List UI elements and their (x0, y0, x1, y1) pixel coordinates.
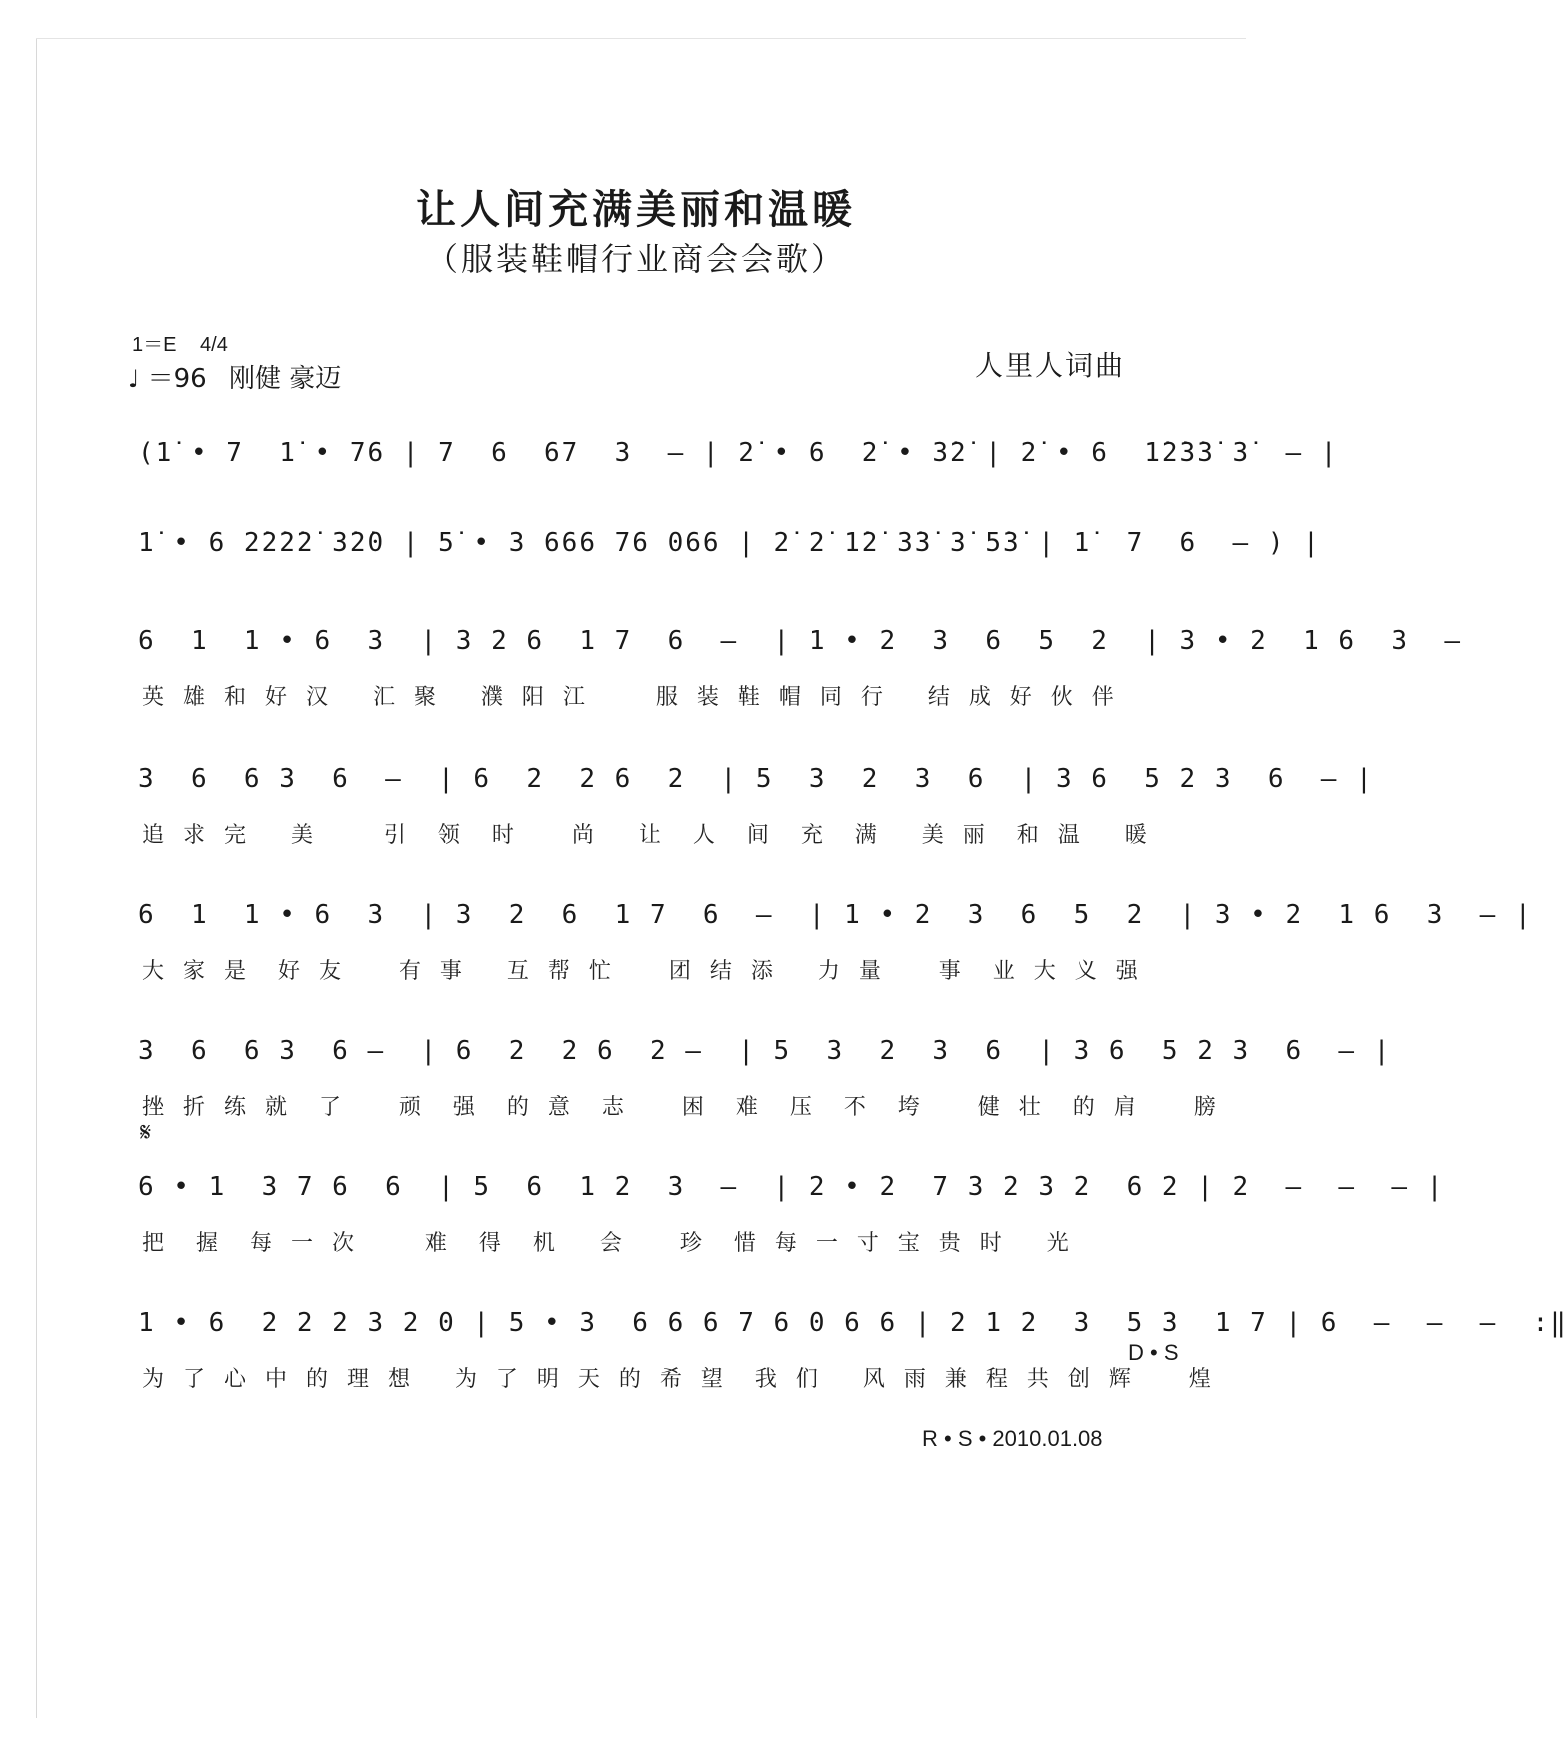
verse-notation-line: 1 • 6 2 2 2 3 2 0 | 5 • 3 6 6 6 7 6 0 6 6 | 2 1 2 3 5 3 1 7 | 6 – – – :‖ (138, 1308, 1568, 1338)
verse-notation-line: 3 6 6 3 6 – | 6 2 2 6 2 – | 5 3 2 3 6 | 3 6 5 2 3 6 – | (138, 1036, 1392, 1066)
key-signature: 1＝E 4/4 (132, 334, 228, 356)
intro-notation-line-2: 1̇ • 6 2̇2̇2̇2̇ 3̇2̇0 | 5̇ • 3 666 76 066 | 2̇ 2̇ 1̇2̇ 3̇3̇ 3̇ 5̇3̇ | 1̇ 7 6 – ) | (138, 528, 1321, 558)
dal-segno-marking: D • S (1128, 1340, 1179, 1365)
verse-lyric-line: 大 家 是 好 友 有 事 互 帮 忙 团 结 添 力 量 事 业 大 义 强 (142, 959, 1144, 984)
verse-lyric-line: 追 求 完 美 引 领 时 尚 让 人 间 充 满 美 丽 和 温 暖 (142, 823, 1153, 848)
tempo-marking (128, 358, 341, 395)
verse-notation-line: 6 1 1 • 6 3 | 3 2 6 1 7 6 – | 1 • 2 3 6 5 2 | 3 • 2 1 6 3 – | (138, 900, 1533, 930)
intro-notation-line-1: (1̇ • 7 1̇ • 76 | 7 6 67 3 – | 2̇ • 6 2̇ • 3̇2̇ | 2̇ • 6 1̇2̇3̇3̇ 3̇ – | (138, 438, 1339, 468)
page-border-top (36, 38, 1246, 39)
page-border (36, 38, 37, 1718)
verse-notation-line: 6 1 1 • 6 3 | 3 2 6 1 7 6 – | 1 • 2 3 6 5 2 | 3 • 2 1 6 3 – (138, 626, 1462, 656)
verse-notation-line: 3 6 6 3 6 – | 6 2 2 6 2 | 5 3 2 3 6 | 3 6 5 2 3 6 – | (138, 764, 1374, 794)
quarter-note-icon: ♩ (128, 365, 140, 393)
verse-lyric-line: 为 了 心 中 的 理 想 为 了 明 天 的 希 望 我 们 风 雨 兼 程 共 创 辉 煌 (142, 1367, 1217, 1392)
verse-notation-line: 6 • 1 3 7 6 6 | 5 6 1 2 3 – | 2 • 2 7 3 2 3 2 6 2 | 2 – – – | (138, 1172, 1445, 1202)
footer-signature-date: R • S • 2010.01.08 (922, 1426, 1103, 1451)
song-subtitle: （服装鞋帽行业商会会歌） (425, 240, 846, 278)
song-title: 让人间充满美丽和温暖 (416, 187, 856, 233)
verse-lyric-line: 挫 折 练 就 了 顽 强 的 意 志 困 难 压 不 垮 健 壮 的 肩 膀 (142, 1095, 1222, 1120)
tempo-value: ＝96 (147, 364, 207, 394)
verse-lyric-line: 英 雄 和 好 汉 汇 聚 濮 阳 江 服 装 鞋 帽 同 行 结 成 好 伙 伴 (142, 685, 1120, 710)
segno-icon: 𝄋 (140, 1118, 152, 1148)
composer-credit: 人里人词曲 (975, 349, 1126, 382)
verse-lyric-line: 把 握 每 一 次 难 得 机 会 珍 惜 每 一 寸 宝 贵 时 光 (142, 1231, 1075, 1256)
tempo-mood: 刚健 豪迈 (228, 364, 342, 394)
